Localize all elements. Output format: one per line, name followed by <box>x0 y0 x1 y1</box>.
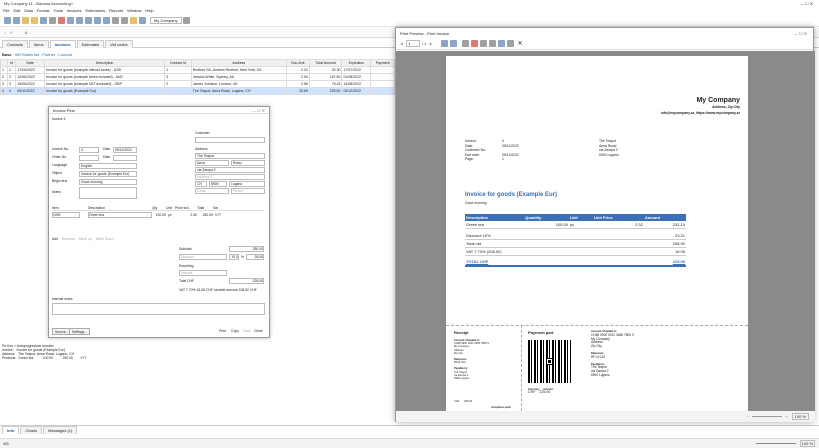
check-icon[interactable]: ✓ <box>4 30 8 35</box>
info-line: Invoice Invoice for goods (Example Eur) <box>2 348 65 352</box>
receipt-line: CH58 0900 0012 3456 7800 9 <box>454 342 489 346</box>
refresh-icon[interactable] <box>507 40 514 47</box>
col-header[interactable]: Contact Id <box>165 60 192 67</box>
invoice-col: Amount <box>644 214 686 221</box>
items-col: Item <box>52 205 59 210</box>
address-label: Address <box>195 147 208 151</box>
country-input[interactable]: CH <box>195 181 207 187</box>
view-links <box>0 51 395 58</box>
invoice-cell: 2.32 <box>593 221 644 229</box>
item-unit[interactable]: pc <box>168 213 172 217</box>
page-input[interactable]: 1 <box>406 40 420 47</box>
items-col: Price incl. <box>175 205 190 210</box>
invoice-col: Unit Price <box>593 214 644 221</box>
payment-line: RF14 014 <box>591 354 605 359</box>
invoice-items-table <box>465 214 686 267</box>
invoice-cell: TOTAL CHF <box>465 256 644 267</box>
preview-title-bar <box>396 28 813 38</box>
items-header <box>52 205 264 211</box>
payment-line: Zip City <box>591 344 602 349</box>
zoom-slider[interactable] <box>756 443 796 444</box>
menu-bar <box>0 7 819 14</box>
close-preview-icon[interactable]: ✕ <box>517 41 523 47</box>
receipt-currency: CHF <box>454 400 460 403</box>
tab-contacts[interactable]: Contacts <box>2 40 28 48</box>
notes-input[interactable] <box>79 187 137 199</box>
page-count: / 1 <box>422 41 427 46</box>
settings-button[interactable]: Settings... <box>69 328 90 335</box>
cell-total[interactable]: 78.43 <box>309 81 342 88</box>
page-setup-icon[interactable] <box>480 40 487 47</box>
total-value: 225.00 <box>229 278 264 284</box>
item-qty[interactable]: 100.00 <box>155 213 166 217</box>
invoice-col: Quantity <box>524 214 569 221</box>
cell-expiration[interactable]: 01/08/2022 <box>342 74 371 81</box>
company-address: Address, Zip City <box>712 105 740 109</box>
deposit-input[interactable]: Deposit <box>179 270 227 276</box>
search-icon[interactable] <box>139 17 146 24</box>
print-button[interactable]: Print <box>219 329 226 333</box>
company-contact: info@mycompany.zz, https://www.mycompany.zz <box>660 111 740 115</box>
table-row[interactable] <box>1 74 395 81</box>
receipt-line: Payable by <box>454 367 468 371</box>
invoice-cell: 208.92 <box>644 240 686 248</box>
invoice-cell: VAT 7.70% (208.92) <box>465 248 644 256</box>
cell-date[interactable]: 17/06/2022 <box>16 67 45 74</box>
item-price[interactable]: 2.50 <box>190 213 197 217</box>
cell-id[interactable]: 4 <box>7 88 15 95</box>
filter-icon[interactable] <box>112 17 119 24</box>
customer-block <box>599 139 619 157</box>
settings-icon[interactable] <box>183 17 190 24</box>
cell-description[interactable]: Invoice for goods (Example Eur) <box>45 88 165 95</box>
grand-total-row <box>465 256 686 267</box>
menu-data[interactable]: Data <box>24 8 33 13</box>
address2-input[interactable]: Address 2 <box>195 174 265 180</box>
cell-contact[interactable] <box>165 88 192 95</box>
language-label: Language <box>52 163 68 167</box>
cell-docamt[interactable]: 2.50 <box>286 74 309 81</box>
item-code[interactable]: 1000 <box>52 212 80 218</box>
row-number: 2 <box>1 74 8 81</box>
receipt-separator <box>521 325 522 411</box>
col-header[interactable]: Id <box>7 60 15 67</box>
invoice-meta-values <box>502 139 519 162</box>
dialog-title-bar <box>49 107 269 114</box>
item-buttons <box>52 237 114 241</box>
fit-width-icon[interactable] <box>450 40 457 47</box>
payment-line: CH58 0900 0012 3456 7800 9 <box>591 332 634 337</box>
remove-item-button[interactable]: Remove <box>62 237 75 241</box>
invoice-cell: Total net <box>465 240 644 248</box>
preview-title: Print Preview - Print Invoice <box>400 30 450 36</box>
swiss-cross-icon <box>546 358 553 365</box>
paste-icon[interactable] <box>85 17 92 24</box>
cancel-edit-icon[interactable]: ✕ <box>9 30 13 35</box>
col-header[interactable]: Address <box>191 60 286 67</box>
preview-canvas[interactable] <box>396 51 815 411</box>
cell-expiration[interactable]: 17/07/2022 <box>342 67 371 74</box>
save-icon[interactable] <box>40 17 47 24</box>
menu-tools[interactable]: Tools <box>53 8 63 13</box>
receipt-line: Reference <box>454 358 467 362</box>
bottom-tabs <box>0 425 819 434</box>
preview-toolbar <box>396 38 813 50</box>
cell-total[interactable]: 30.30 <box>309 67 342 74</box>
preview-window-controls[interactable]: — ☐ ✕ <box>793 30 807 36</box>
tab-invoices[interactable]: Invoices <box>50 40 76 48</box>
next-page-icon[interactable]: ▶ <box>429 41 433 46</box>
zip-input[interactable]: 6900 <box>209 181 227 187</box>
invoices-table <box>0 59 395 95</box>
phone-input[interactable]: Phone <box>231 188 265 194</box>
order-no-input[interactable] <box>79 155 99 161</box>
view-lockout[interactable]: Lockout <box>58 52 73 57</box>
col-header[interactable] <box>1 60 8 67</box>
begin-text-label: Begin text <box>52 179 68 183</box>
invoice-item-row <box>465 221 686 229</box>
menu-window[interactable]: Window <box>127 8 142 13</box>
print-preview-window <box>395 27 814 422</box>
add-item-button[interactable]: Add <box>52 237 59 241</box>
receipt-line: Zip City <box>454 351 463 355</box>
info-line: Prt Key > Autoprogressive number <box>2 344 54 348</box>
items-col: Description <box>88 205 105 210</box>
meta-value: 4 <box>502 139 504 143</box>
invoice-items-header <box>465 214 686 221</box>
items-col: Vat <box>213 205 218 210</box>
address-line1[interactable]: The Teapot <box>195 153 265 159</box>
row-number: 3 <box>1 81 8 88</box>
col-header[interactable]: Description <box>45 60 165 67</box>
items-col: Qty <box>152 205 158 210</box>
col-header[interactable]: Payment <box>371 60 395 67</box>
acceptance-point: Acceptance point <box>491 406 511 409</box>
tab-info[interactable]: Info <box>2 426 19 434</box>
info-line: Products Green tea 100.00 250.00 V77 <box>2 356 87 360</box>
payment-line: My Company <box>591 336 610 341</box>
receipt-line: My Company <box>454 345 470 349</box>
invoice-heading: Invoice for goods (Example Eur) <box>465 192 558 198</box>
invoice-cell: 225.00 <box>644 256 686 267</box>
meta-label: Invoice: <box>465 139 477 143</box>
receipt-title: Receipt <box>454 330 469 335</box>
tab-vat-codes[interactable]: Vat codes <box>105 40 133 48</box>
cell-editor-input[interactable]: 4 <box>24 30 27 35</box>
street-input[interactable]: via Zampa 2 <box>195 167 265 173</box>
cell-description[interactable]: Invoice for goods (example taxes included) - AUD <box>45 74 165 81</box>
fit-page-icon[interactable] <box>441 40 448 47</box>
invoice-cell: pc <box>569 221 593 229</box>
language-select[interactable]: English <box>79 163 137 169</box>
customer-select[interactable] <box>195 137 265 143</box>
date-label: Date <box>103 147 111 151</box>
payment-line: Reference <box>591 351 604 355</box>
rounding-label: Rounding <box>179 264 194 268</box>
customer-line: The Teapot <box>599 139 616 143</box>
invoice-dialog <box>48 106 270 338</box>
col-header[interactable]: Doc.Amt <box>286 60 309 67</box>
meta-value: 1 <box>502 157 504 161</box>
cell-total[interactable]: 225.00 <box>309 88 342 95</box>
payment-part-title: Payment part <box>528 330 554 335</box>
order-date-label: Date <box>103 155 111 159</box>
cell-contact[interactable]: 2 <box>165 81 192 88</box>
payment-line: Address <box>591 340 603 345</box>
receipt-line: Account / Payable to <box>454 339 480 342</box>
date-input[interactable]: 09/11/2022 <box>113 147 137 153</box>
cell-payment[interactable] <box>371 74 395 81</box>
vat-note: VAT 7.70% 16.08 CHF, taxable amount 208.92 CHF <box>179 288 257 292</box>
back-icon[interactable] <box>4 17 11 24</box>
dialog-title: Invoice Plus <box>53 107 75 113</box>
table-header-row <box>1 60 395 67</box>
internal-notes-label: Internal notes <box>52 297 73 301</box>
table-row[interactable] <box>1 81 395 88</box>
order-no-label: Order No. <box>52 155 67 159</box>
table-row-selected[interactable] <box>1 88 395 95</box>
qr-separator <box>446 325 748 326</box>
dialog-subtitle: Invoice 4 <box>52 117 66 121</box>
receipt-details <box>454 339 489 380</box>
cell-payment[interactable] <box>371 88 395 95</box>
customer-line: via Zampa 2 <box>599 148 618 152</box>
dialog-window-controls[interactable]: — ☐ ✕ <box>251 107 265 113</box>
move-up-button[interactable]: Move up <box>78 237 92 241</box>
payment-currency: CHF <box>528 390 536 395</box>
cell-docamt[interactable]: 2.56 <box>286 81 309 88</box>
begin-text-input[interactable]: Good morning <box>79 179 137 185</box>
info-pane <box>0 344 395 374</box>
receipt-line: via Zampa 2 <box>454 373 469 377</box>
view-vat[interactable]: VAT/Sales tax <box>14 52 40 57</box>
cell-address[interactable]: James Johnson, London, UK <box>191 81 286 88</box>
subtotal-label: Subtotal <box>179 247 192 251</box>
meta-label: Customer No: <box>465 148 486 152</box>
currency-label: Currency <box>528 388 540 391</box>
export-icon[interactable] <box>498 40 505 47</box>
app-title-bar <box>0 0 819 7</box>
items-col: Total <box>197 205 205 210</box>
invoice-col: Description <box>465 214 524 221</box>
cell-payment[interactable] <box>371 67 395 74</box>
cell-expiration[interactable]: 14/08/2022 <box>342 81 371 88</box>
zoom-in-icon[interactable]: + <box>785 414 788 419</box>
payment-line: Payable by <box>591 362 605 366</box>
cut-icon[interactable] <box>67 17 74 24</box>
col-header[interactable]: Date <box>16 60 45 67</box>
items-col: Unit <box>166 205 173 210</box>
font-icon[interactable] <box>121 17 128 24</box>
table-icon[interactable] <box>94 17 101 24</box>
receipt-amount <box>454 400 472 403</box>
cell-id[interactable]: 1 <box>7 67 15 74</box>
forward-icon[interactable] <box>13 17 20 24</box>
invoice-no-input[interactable]: 4 <box>79 147 99 153</box>
row-number: 1 <box>1 67 8 74</box>
invoice-page <box>446 56 748 411</box>
menu-edit[interactable]: Edit <box>13 8 21 13</box>
print-icon[interactable] <box>49 17 56 24</box>
cell-expiration[interactable]: 09/12/2022 <box>342 88 371 95</box>
item-row[interactable] <box>52 212 264 218</box>
cell-contact[interactable]: 3 <box>165 74 192 81</box>
invoice-meta-labels <box>465 139 486 162</box>
window-controls[interactable]: — ☐ ✕ <box>799 1 813 6</box>
company-name: My Company <box>696 97 740 104</box>
cell-address[interactable]: The Teapot, Anna Rossi, Lugano, CH <box>191 88 286 95</box>
view-further[interactable]: Further <box>42 52 56 57</box>
total-net-row <box>465 240 686 248</box>
payment-amount: 225.00 <box>539 390 551 395</box>
discount-unit: % <box>241 255 245 259</box>
move-down-button[interactable]: Move Down <box>95 237 114 241</box>
settings-icon[interactable] <box>489 40 496 47</box>
invoice-cell: 23.21 <box>644 229 686 240</box>
invoice-cell: 16.08 <box>644 248 686 256</box>
payment-line: The Teapot <box>591 365 607 370</box>
menu-help[interactable]: Help <box>145 8 154 13</box>
cell-id[interactable]: 3 <box>7 81 15 88</box>
invoice-greeting: Good morning <box>465 201 487 205</box>
col-header[interactable]: Total Amount <box>309 60 342 67</box>
discount-label: Discount <box>179 254 227 260</box>
col-header[interactable]: Expiration <box>342 60 371 67</box>
menu-invoices[interactable]: Invoices <box>66 8 82 13</box>
meta-label: Due date: <box>465 152 480 157</box>
meta-value: 09/11/2022 <box>502 143 519 148</box>
cell-date[interactable]: 09/11/2022 <box>16 88 45 95</box>
discount-row <box>465 229 686 240</box>
table-row[interactable] <box>1 67 395 74</box>
view-base[interactable]: Base <box>2 52 12 57</box>
city-input[interactable]: Lugano <box>229 181 265 187</box>
print-icon[interactable] <box>462 40 469 47</box>
last-name-input[interactable]: Rossi <box>231 160 265 166</box>
customer-label: Customer <box>195 131 210 135</box>
cell-docamt[interactable]: 25.60 <box>286 88 309 95</box>
email-input[interactable]: Email <box>195 188 229 194</box>
cell-docamt[interactable]: 2.20 <box>286 67 309 74</box>
amount-label: Amount <box>543 388 553 391</box>
menu-file[interactable]: File <box>3 8 10 13</box>
receipt-line: The Teapot <box>454 370 467 374</box>
invoice-col: Unit <box>569 214 593 221</box>
copy-icon[interactable] <box>76 17 83 24</box>
cell-payment[interactable] <box>371 81 395 88</box>
receipt-line: Address <box>454 348 464 352</box>
menu-extensions[interactable]: Extensions <box>85 8 106 13</box>
invoice-cell: 100.00 <box>524 221 569 229</box>
payment-details <box>591 330 634 378</box>
discount-amount: 25.00 <box>246 254 264 260</box>
new-file-icon[interactable] <box>22 17 29 24</box>
color-icon[interactable] <box>130 17 137 24</box>
close-button[interactable]: Close <box>254 329 263 333</box>
meta-label: Page: <box>465 157 474 161</box>
receipt-line: 6900 Lugano <box>454 377 470 381</box>
pdf-icon[interactable] <box>58 17 65 24</box>
zoom-level[interactable]: 100 % <box>801 441 813 446</box>
internal-notes-input[interactable] <box>52 303 265 315</box>
tab-messages[interactable]: Messages (1) <box>43 426 77 434</box>
cell-date[interactable]: 12/06/2022 <box>16 74 45 81</box>
cell-contact[interactable]: 1 <box>165 67 192 74</box>
save-button[interactable]: Save <box>243 329 251 333</box>
cell-total[interactable]: 187.50 <box>309 74 342 81</box>
receipt-line: RF14 014 <box>454 361 466 365</box>
item-total: 250.00 <box>202 213 213 217</box>
source-button[interactable]: Source... <box>52 328 72 335</box>
invoice-cell: 232.15 <box>644 221 686 229</box>
cell-description[interactable]: Invoice for goods (example without taxes) - USD <box>45 67 165 74</box>
order-date-input[interactable] <box>113 155 137 161</box>
company-selector[interactable]: My Company <box>150 17 182 24</box>
preview-footer <box>396 411 815 422</box>
receipt-amount-value: 225.00 <box>464 400 473 403</box>
copy-button[interactable]: Copy <box>231 329 239 333</box>
payment-amount-block <box>528 388 553 394</box>
cell-address[interactable]: Jessica White, Sydney, AU <box>191 74 286 81</box>
discount-percent[interactable]: 10.0 <box>229 254 239 260</box>
first-name-input[interactable]: Anna <box>195 160 229 166</box>
customer-line: 6900 Lugano <box>599 152 619 157</box>
object-label: Object <box>52 171 62 175</box>
invoice-cell: Discount 10% <box>465 229 644 240</box>
open-folder-icon[interactable] <box>31 17 38 24</box>
customer-line: Anna Rossi <box>599 143 617 148</box>
status-bar <box>0 438 819 448</box>
subtotal-value: 250.00 <box>229 246 264 252</box>
preview-zoom-level[interactable]: 100 % <box>792 413 809 420</box>
invoice-no-label: Invoice No. <box>52 147 69 151</box>
zoom-out-icon[interactable]: − <box>746 414 750 419</box>
cell-description[interactable]: Invoice for goods (example VAT excluded) - GBP <box>45 81 165 88</box>
payment-line: 6900 Lugano <box>591 372 610 377</box>
invoice-cell: Green tea <box>465 221 524 229</box>
tab-charts[interactable]: Charts <box>20 426 42 434</box>
payment-line: via Zampa 2 <box>591 369 609 374</box>
app-title: My Company 11 - Banana Accounting+ <box>4 1 74 6</box>
tab-estimates[interactable]: Estimates <box>77 40 105 48</box>
columns-icon[interactable] <box>103 17 110 24</box>
cell-address[interactable]: Redford SA, Andrew Redford, New York, US <box>191 67 286 74</box>
item-vat[interactable]: V77 <box>215 213 222 217</box>
preview-zoom-slider[interactable] <box>752 416 782 417</box>
info-line: Address The Teapot, Anna Rossi, Lugano, CH <box>2 352 75 356</box>
cell-id[interactable]: 2 <box>7 74 15 81</box>
toolbar <box>0 14 819 27</box>
tab-items[interactable]: Items <box>29 40 49 48</box>
prev-page-icon[interactable]: ◀ <box>400 41 404 46</box>
menu-format[interactable]: Format <box>36 8 50 13</box>
payment-line: Account / Payable to <box>591 330 617 333</box>
menu-reports[interactable]: Reports <box>109 8 124 13</box>
item-description[interactable]: Green tea <box>88 212 152 218</box>
status-position: 4/5 <box>3 441 9 446</box>
pdf-icon[interactable] <box>471 40 478 47</box>
vat-row <box>465 248 686 256</box>
cell-date[interactable]: 15/06/2022 <box>16 81 45 88</box>
notes-label: Notes <box>52 190 61 194</box>
object-input[interactable]: Invoice for goods (Example Eur) <box>79 171 137 177</box>
meta-label: Date: <box>465 143 474 148</box>
meta-value: 09/12/2022 <box>502 152 519 157</box>
total-label: Total CHF <box>179 279 195 283</box>
row-number: 4 <box>1 88 8 95</box>
